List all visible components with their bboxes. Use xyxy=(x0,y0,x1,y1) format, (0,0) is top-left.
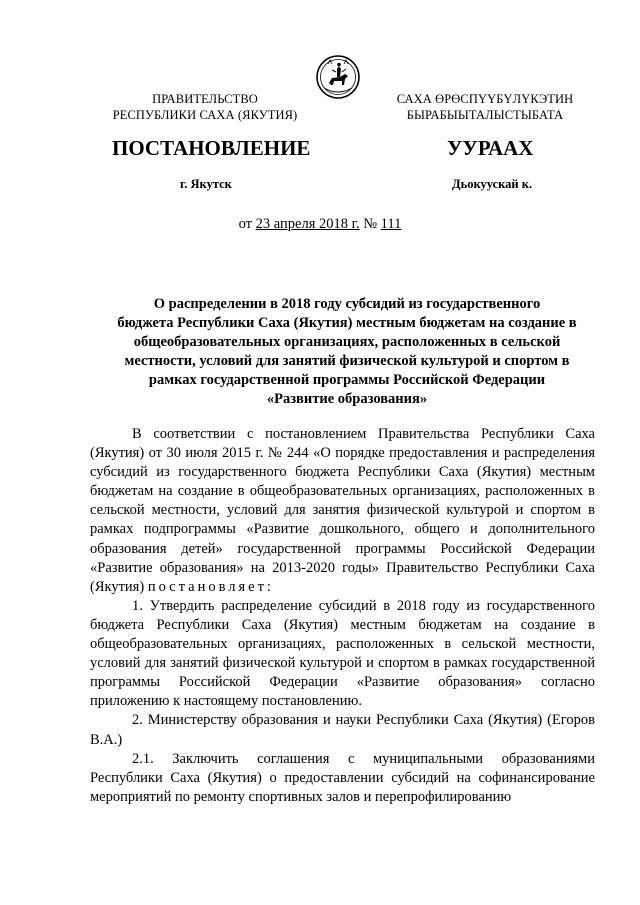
title-line: общеобразовательных организациях, расположенных в сельской xyxy=(133,334,561,350)
header-left-line1: ПРАВИТЕЛЬСТВО xyxy=(152,92,258,106)
doc-type-sakha: УУРААХ xyxy=(447,136,534,160)
doc-type-ru: ПОСТАНОВЛЕНИЕ xyxy=(112,136,311,160)
number-prefix: № xyxy=(359,216,381,232)
document-date: 23 апреля 2018 г. xyxy=(255,216,360,232)
government-name-sakha xyxy=(375,91,595,123)
item-1: 1. Утвердить распределение субсидий в 2018 году из государственного бюджета Республики Саха (Якутия) местным бюджетам на создание в общеобразовательных организациях, расположенных в сельской местности, условий для занятий физической культурой и спортом в рамках государственной программы Российской Федерации «Развитие образования» согласно приложению к настоящему постановлению. xyxy=(90,597,595,710)
item-2: 2. Министерству образования и науки Республики Саха (Якутия) (Егоров В.А.) xyxy=(90,712,595,748)
coat-of-arms-emblem xyxy=(315,52,361,102)
preamble-text: В соответствии с постановлением Правительства Республики Саха (Якутия) от 30 июля 2015 г. № 244 «О порядке предоставления и распределения субсидий из государственного бюджета Республики Саха (Якутия) местным бюджетам на создание в общеобразовательных организациях, расположенных в сельской местности, условий для занятия физической культурой и спортом в рамках подпрограммы «Развитие дошкольного, общего и дополнительного образования детей» государственной программы Российской Федерации «Развитие образования» на 2013-2020 годы» Правительство Республики Саха (Якутия) xyxy=(90,426,595,595)
item-2-1: 2.1. Заключить соглашения с муниципальными образованиями Республики Саха (Якутия) о предоставлении субсидий на софинансирование мероприятий по ремонту спортивных залов и перепрофилированию xyxy=(90,750,595,805)
title-line: О распределении в 2018 году субсидий из государственного xyxy=(153,296,541,312)
header-left-line2: РЕСПУБЛИКИ САХА (ЯКУТИЯ) xyxy=(112,108,298,122)
preamble-paragraph xyxy=(90,425,595,597)
place-sakha: Дьокуускай к. xyxy=(452,177,533,191)
title-line: местности, условий для занятий физической культурой и спортом в xyxy=(124,353,570,369)
date-prefix: от xyxy=(238,216,256,232)
place-ru: г. Якутск xyxy=(180,177,232,191)
document-title xyxy=(104,295,590,409)
title-line: рамках государственной программы Российской Федерации xyxy=(148,372,546,388)
government-name-ru xyxy=(100,91,310,123)
document-body xyxy=(90,425,595,807)
title-line: «Развитие образования» xyxy=(266,391,428,407)
title-line: бюджета Республики Саха (Якутия) местным бюджетам на создание в xyxy=(117,315,577,331)
document-number: 111 xyxy=(380,216,402,232)
date-number-line xyxy=(0,216,640,233)
decree-word: постановляет: xyxy=(147,578,274,595)
header-right-line1: САХА ӨРӨСПҮҮБҮЛҮКЭТИН xyxy=(396,92,574,106)
header-right-line2: БЫРАБЫЫТАЛЫСТЫБАТА xyxy=(406,108,564,122)
